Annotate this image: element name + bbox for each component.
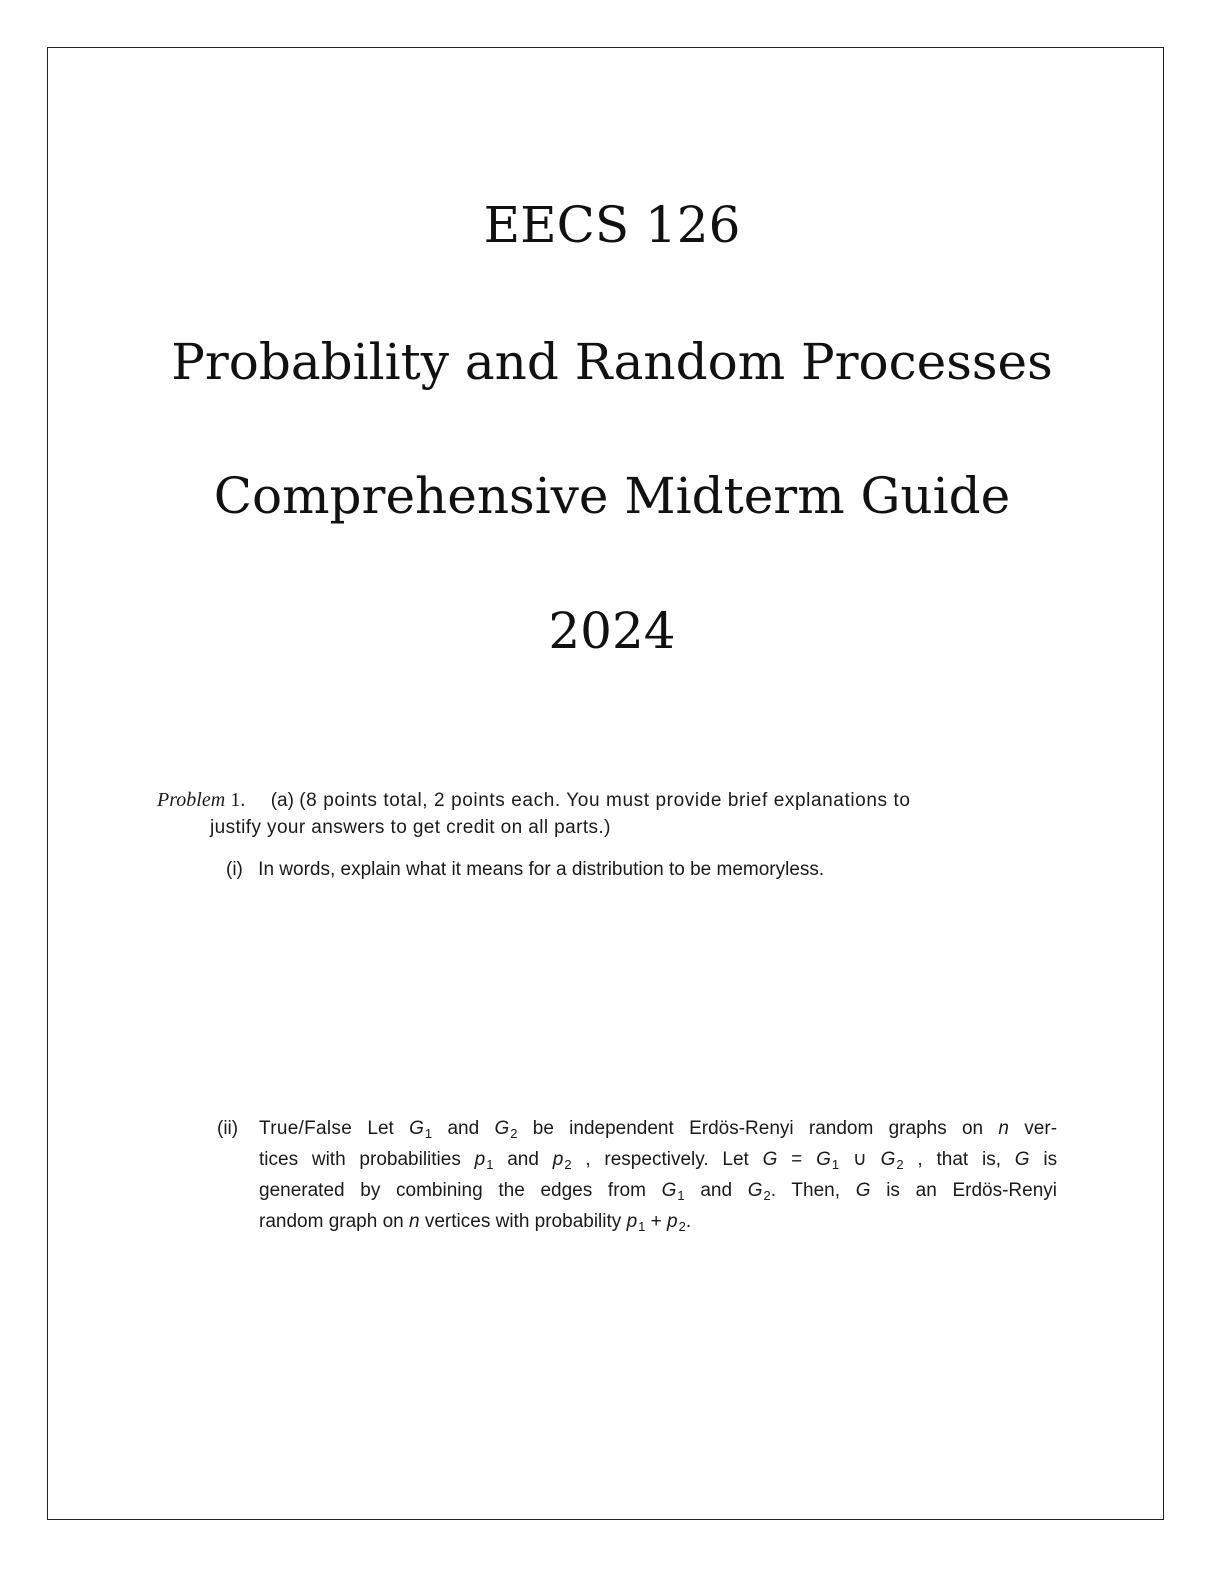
sub-ii-line-1 <box>259 1116 1057 1147</box>
sub-ii-line-4 <box>259 1209 1057 1240</box>
page-border <box>47 47 1164 1520</box>
subscript-two: 2 <box>896 1157 904 1172</box>
math-symbol-g: G <box>661 1180 677 1201</box>
math-p1 <box>475 1149 494 1170</box>
word-and: and <box>700 1180 733 1201</box>
problem-1-heading <box>157 786 1057 815</box>
word-ver: ver- <box>1024 1118 1058 1139</box>
math-g: G <box>1014 1149 1030 1170</box>
word-let: Let <box>367 1118 394 1139</box>
math-g1 <box>816 1149 839 1170</box>
word-is: is <box>1043 1149 1058 1170</box>
math-symbol-g: G <box>880 1149 896 1170</box>
math-p2 <box>667 1211 686 1232</box>
sub-i-text: In words, explain what it means for a distribution to be memoryless. <box>258 859 825 880</box>
phrase-is-an: is an Erdös-Renyi <box>886 1180 1057 1201</box>
subscript-two: 2 <box>763 1188 771 1203</box>
problem-number: 1. <box>230 789 246 811</box>
sub-ii-marker: (ii) <box>217 1118 239 1139</box>
math-g: G <box>855 1180 871 1201</box>
union-symbol: ∪ <box>852 1149 867 1170</box>
math-g2 <box>881 1149 904 1170</box>
math-symbol-p: p <box>667 1211 678 1232</box>
part-a-instructions-line1: (8 points total, 2 points each. You must provide brief explanations to <box>299 790 911 811</box>
true-false-label: True/False <box>259 1118 353 1139</box>
subscript-one: 1 <box>831 1157 840 1172</box>
subscript-one: 1 <box>638 1219 646 1234</box>
phrase-vertices-probability: vertices with probability <box>424 1211 622 1232</box>
math-g: G <box>762 1149 778 1170</box>
guide-title: Comprehensive Midterm Guide <box>213 467 1011 525</box>
math-symbol-p: p <box>552 1149 564 1170</box>
math-symbol-g: G <box>409 1118 424 1139</box>
math-g2 <box>494 1118 517 1139</box>
phrase-respectively: , respectively. Let <box>585 1149 749 1170</box>
math-p1 <box>627 1211 646 1232</box>
problem-label: Problem <box>157 789 226 811</box>
sub-ii-line-3 <box>259 1178 1057 1209</box>
math-n: n <box>998 1118 1009 1139</box>
course-title: EECS 126 <box>483 196 741 254</box>
math-g2 <box>748 1180 771 1201</box>
subscript-two: 2 <box>510 1126 518 1141</box>
word-and: and <box>507 1149 539 1170</box>
subscript-two: 2 <box>564 1157 572 1172</box>
sub-i-marker: (i) <box>226 859 243 880</box>
phrase-random-graph: random graph on <box>259 1211 404 1232</box>
subject-title: Probability and Random Processes <box>171 333 1053 391</box>
plus-sign: + <box>650 1211 662 1232</box>
phrase-be-independent: be independent Erdös-Renyi random graphs on <box>532 1118 984 1139</box>
part-a-instructions-line2: justify your answers to get credit on all parts.) <box>210 817 611 838</box>
subscript-one: 1 <box>424 1126 433 1141</box>
sub-question-ii <box>259 1116 1057 1240</box>
phrase-that-is: , that is, <box>917 1149 1001 1170</box>
subscript-two: 2 <box>678 1219 686 1234</box>
phrase-tices: tices with probabilities <box>259 1149 461 1170</box>
math-symbol-p: p <box>626 1211 638 1232</box>
sub-ii-line-2 <box>259 1147 1057 1178</box>
math-g1 <box>662 1180 685 1201</box>
sub-question-i <box>226 857 824 883</box>
phrase-then: . Then, <box>770 1180 841 1201</box>
math-g1 <box>409 1118 432 1139</box>
year-title: 2024 <box>548 602 676 660</box>
part-a-marker: (a) <box>270 790 294 811</box>
math-symbol-g: G <box>816 1149 831 1170</box>
word-and: and <box>447 1118 480 1139</box>
final-period: . <box>685 1211 692 1232</box>
subscript-one: 1 <box>486 1157 494 1172</box>
math-symbol-g: G <box>747 1180 763 1201</box>
math-symbol-p: p <box>474 1149 486 1170</box>
math-symbol-g: G <box>494 1118 510 1139</box>
subscript-one: 1 <box>677 1188 685 1203</box>
math-p2 <box>553 1149 572 1170</box>
phrase-generated: generated by combining the edges from <box>259 1180 646 1201</box>
equals-sign: = <box>791 1149 803 1170</box>
math-n: n <box>409 1211 420 1232</box>
